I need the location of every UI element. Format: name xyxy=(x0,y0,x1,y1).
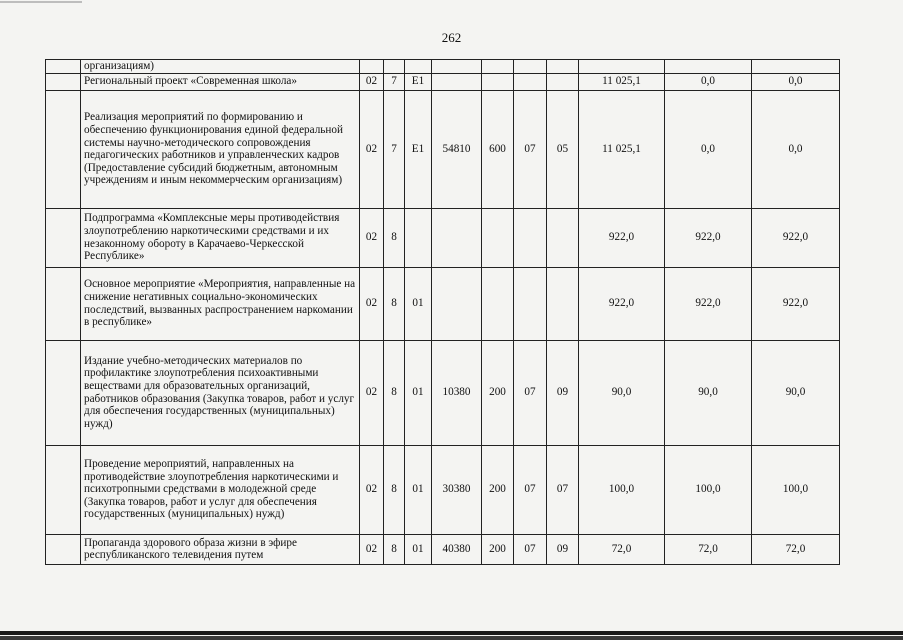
table-body xyxy=(46,60,840,565)
subprogram-code-cell: 7 xyxy=(384,73,405,90)
measure-code-cell: E1 xyxy=(405,73,432,90)
direction-code-cell xyxy=(432,60,482,74)
section-cell: 07 xyxy=(514,534,547,564)
subprogram-code-cell: 8 xyxy=(384,445,405,534)
program-code-cell: 02 xyxy=(360,534,384,564)
section-cell: 07 xyxy=(514,445,547,534)
blank-cell xyxy=(46,90,81,208)
subsection-cell xyxy=(547,60,579,74)
subsection-cell: 09 xyxy=(547,340,579,445)
row-name-cell: Пропаганда здорового образа жизни в эфире республиканского телевидения путем xyxy=(81,534,360,564)
program-code-cell: 02 xyxy=(360,340,384,445)
amount-year-3-cell: 90,0 xyxy=(752,340,840,445)
measure-code-cell: 01 xyxy=(405,534,432,564)
amount-year-3-cell: 100,0 xyxy=(752,445,840,534)
row-name-cell: Подпрограмма «Комплексные меры противодействия злоупотреблению наркотическими средствами и их незаконному обороту в Карачаево-Черкесской Республике» xyxy=(81,208,360,267)
subsection-cell xyxy=(547,267,579,340)
program-code-cell: 02 xyxy=(360,445,384,534)
blank-cell xyxy=(46,340,81,445)
row-name-cell: Издание учебно-методических материалов по профилактике злоупотребления психоактивными веществами для образовательных организаций, работников образования (Закупка товаров, работ и услуг для обеспечения государственных (муниципальных) нужд) xyxy=(81,340,360,445)
amount-year-2-cell: 72,0 xyxy=(665,534,752,564)
subsection-cell xyxy=(547,208,579,267)
scan-edge-mark xyxy=(0,1,82,3)
amount-year-3-cell: 922,0 xyxy=(752,208,840,267)
blank-cell xyxy=(46,60,81,74)
section-cell xyxy=(514,60,547,74)
subsection-cell: 09 xyxy=(547,534,579,564)
direction-code-cell xyxy=(432,73,482,90)
amount-year-2-cell: 922,0 xyxy=(665,267,752,340)
table-row xyxy=(46,60,840,74)
blank-cell xyxy=(46,267,81,340)
measure-code-cell: 01 xyxy=(405,267,432,340)
subsection-cell: 07 xyxy=(547,445,579,534)
blank-cell xyxy=(46,534,81,564)
expense-type-cell xyxy=(482,73,514,90)
row-name-cell: Реализация мероприятий по формированию и обеспечению функционирования единой федеральной системы научно-методического сопровождения педагогических работников и управленческих кадров (Предоставление субсидий бюджетным, автономным учреждениям и иным некоммерческим организациям) xyxy=(81,90,360,208)
measure-code-cell: 01 xyxy=(405,445,432,534)
measure-code-cell: 01 xyxy=(405,340,432,445)
expense-type-cell: 200 xyxy=(482,534,514,564)
measure-code-cell xyxy=(405,60,432,74)
table-row xyxy=(46,90,840,208)
table-row xyxy=(46,73,840,90)
expense-type-cell: 200 xyxy=(482,445,514,534)
section-cell xyxy=(514,73,547,90)
page-number: 262 xyxy=(441,30,462,45)
amount-year-1-cell: 11 025,1 xyxy=(579,73,665,90)
amount-year-1-cell: 922,0 xyxy=(579,267,665,340)
amount-year-1-cell xyxy=(579,60,665,74)
expense-type-cell xyxy=(482,267,514,340)
amount-year-2-cell: 0,0 xyxy=(665,73,752,90)
expense-type-cell xyxy=(482,60,514,74)
row-name-cell: организациям) xyxy=(81,60,360,74)
section-cell xyxy=(514,267,547,340)
subsection-cell xyxy=(547,73,579,90)
program-code-cell xyxy=(360,60,384,74)
subprogram-code-cell xyxy=(384,60,405,74)
amount-year-1-cell: 90,0 xyxy=(579,340,665,445)
table-row xyxy=(46,267,840,340)
measure-code-cell: E1 xyxy=(405,90,432,208)
subsection-cell: 05 xyxy=(547,90,579,208)
amount-year-3-cell: 922,0 xyxy=(752,267,840,340)
budget-table xyxy=(45,59,840,565)
row-name-cell: Региональный проект «Современная школа» xyxy=(81,73,360,90)
direction-code-cell xyxy=(432,208,482,267)
amount-year-2-cell: 90,0 xyxy=(665,340,752,445)
direction-code-cell: 54810 xyxy=(432,90,482,208)
amount-year-3-cell: 0,0 xyxy=(752,73,840,90)
amount-year-1-cell: 72,0 xyxy=(579,534,665,564)
amount-year-1-cell: 922,0 xyxy=(579,208,665,267)
blank-cell xyxy=(46,208,81,267)
program-code-cell: 02 xyxy=(360,208,384,267)
subprogram-code-cell: 7 xyxy=(384,90,405,208)
section-cell: 07 xyxy=(514,340,547,445)
bottom-border-line-lower xyxy=(0,636,903,640)
program-code-cell: 02 xyxy=(360,267,384,340)
blank-cell xyxy=(46,73,81,90)
row-name-cell: Проведение мероприятий, направленных на противодействие злоупотребления наркотическими и психотропными средствами в молодежной среде (Закупка товаров, работ и услуг для обеспечения государственных (муниципальных) нужд) xyxy=(81,445,360,534)
table-row xyxy=(46,445,840,534)
amount-year-2-cell: 0,0 xyxy=(665,90,752,208)
amount-year-3-cell xyxy=(752,60,840,74)
amount-year-3-cell: 72,0 xyxy=(752,534,840,564)
table-row xyxy=(46,340,840,445)
program-code-cell: 02 xyxy=(360,73,384,90)
measure-code-cell xyxy=(405,208,432,267)
program-code-cell: 02 xyxy=(360,90,384,208)
subprogram-code-cell: 8 xyxy=(384,267,405,340)
table-row xyxy=(46,534,840,564)
amount-year-1-cell: 11 025,1 xyxy=(579,90,665,208)
blank-cell xyxy=(46,445,81,534)
table-row xyxy=(46,208,840,267)
direction-code-cell xyxy=(432,267,482,340)
section-cell: 07 xyxy=(514,90,547,208)
amount-year-3-cell: 0,0 xyxy=(752,90,840,208)
amount-year-2-cell xyxy=(665,60,752,74)
expense-type-cell: 600 xyxy=(482,90,514,208)
subprogram-code-cell: 8 xyxy=(384,534,405,564)
row-name-cell: Основное мероприятие «Мероприятия, направленные на снижение негативных социально-экономических последствий, вызванных распространением наркомании в республике» xyxy=(81,267,360,340)
subprogram-code-cell: 8 xyxy=(384,208,405,267)
section-cell xyxy=(514,208,547,267)
direction-code-cell: 10380 xyxy=(432,340,482,445)
expense-type-cell xyxy=(482,208,514,267)
subprogram-code-cell: 8 xyxy=(384,340,405,445)
direction-code-cell: 40380 xyxy=(432,534,482,564)
amount-year-2-cell: 100,0 xyxy=(665,445,752,534)
expense-type-cell: 200 xyxy=(482,340,514,445)
amount-year-2-cell: 922,0 xyxy=(665,208,752,267)
direction-code-cell: 30380 xyxy=(432,445,482,534)
amount-year-1-cell: 100,0 xyxy=(579,445,665,534)
bottom-border-line xyxy=(0,631,903,635)
